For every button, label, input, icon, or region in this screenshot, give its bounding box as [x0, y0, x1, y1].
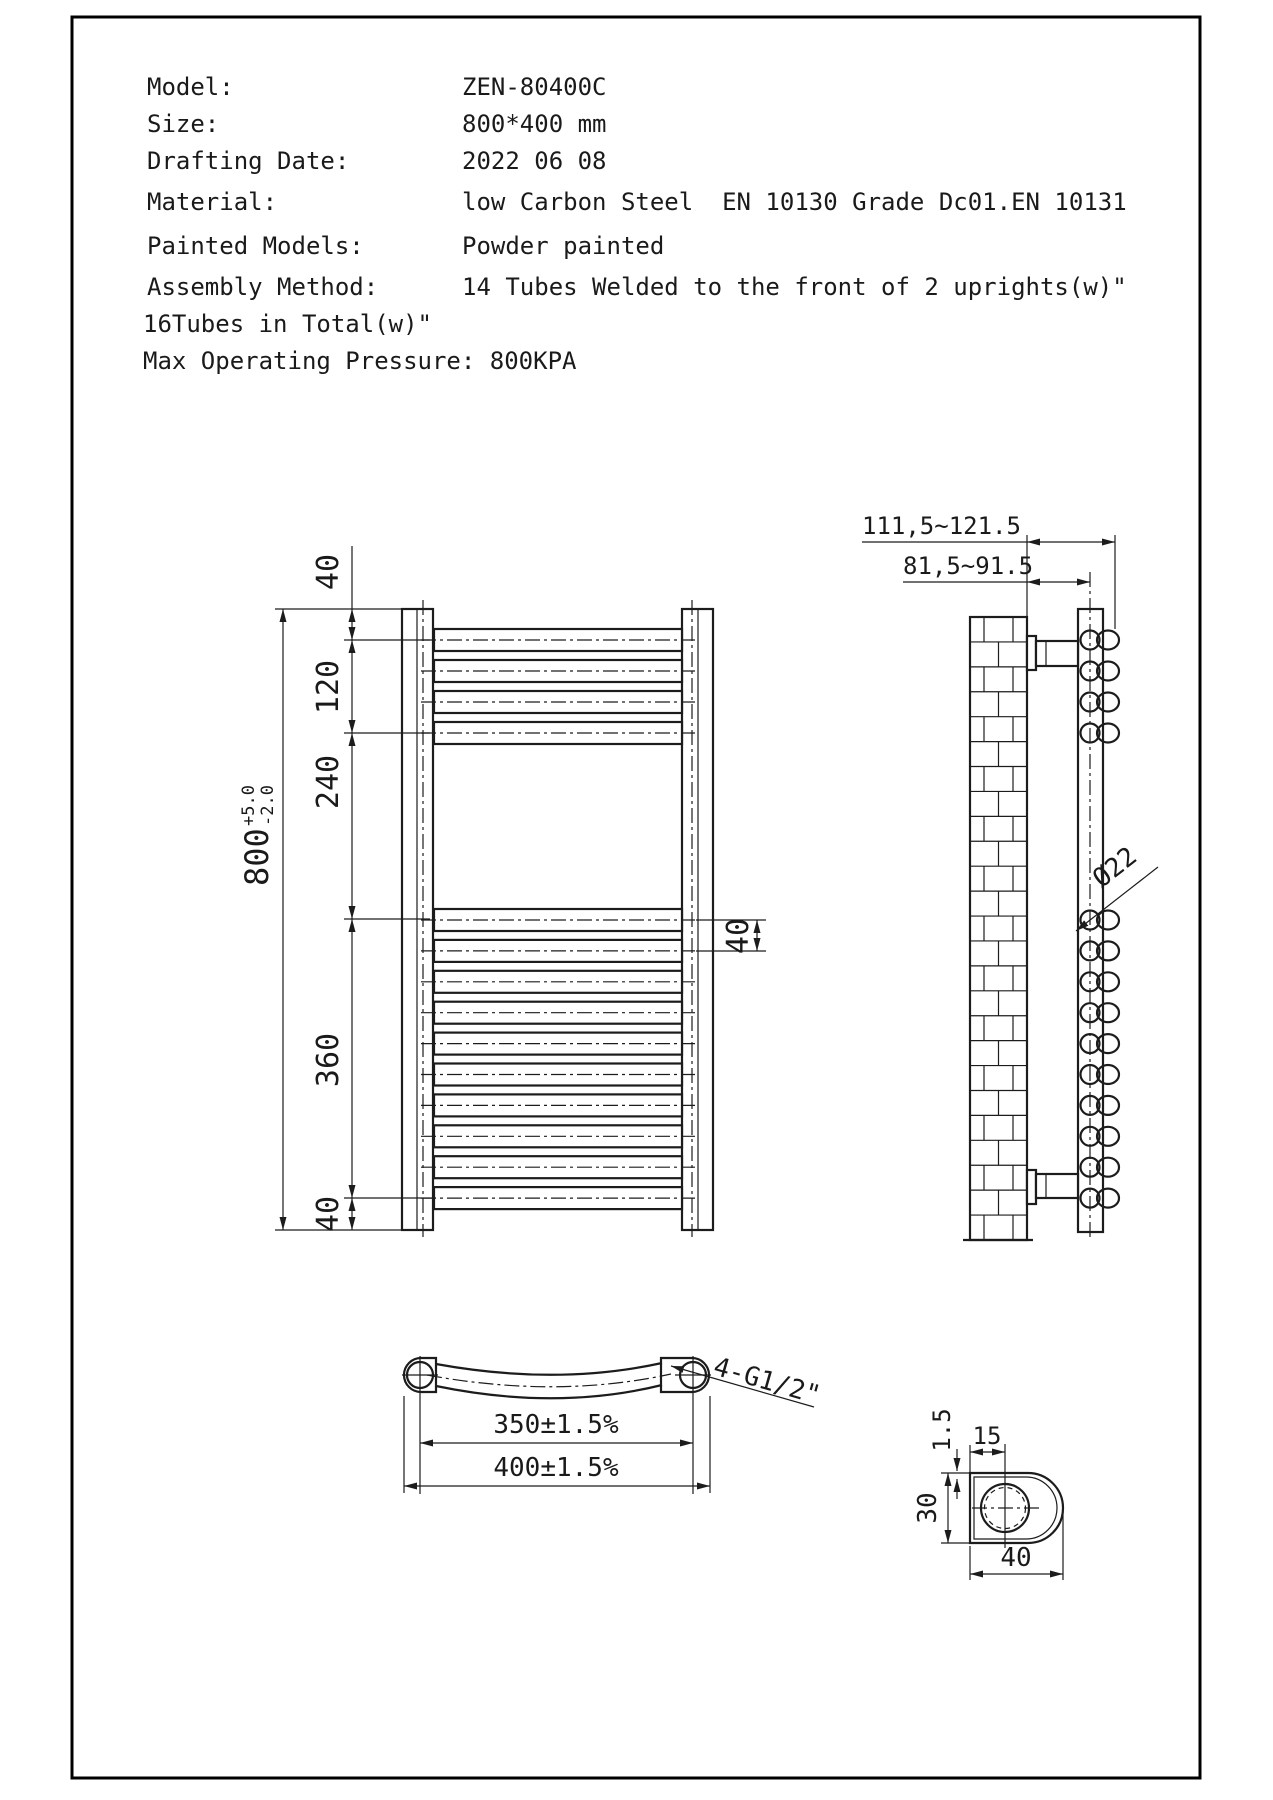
dim-top-offset: 40: [311, 553, 346, 591]
dim-hole-offset: 15: [972, 1422, 1002, 1450]
dim-wall-thickness: 1.5: [928, 1408, 956, 1452]
dim-tube-diameter: Ø22: [1087, 841, 1143, 894]
tubes-total-note: 16Tubes in Total(w)": [143, 310, 432, 338]
dim-bracket-inner: 81,5~91.5: [903, 552, 1034, 580]
dim-overall-width: 400±1.5%: [493, 1453, 619, 1483]
side-view: [862, 512, 1158, 1241]
bottom-bracket-flange: [1027, 1170, 1036, 1204]
dim-middle-gap: 240: [311, 754, 346, 810]
drafting-date-value: 2022 06 08: [462, 147, 607, 175]
dim-800-label: [238, 785, 278, 886]
dim-top-group: 120: [311, 659, 346, 715]
dim-hole-centres: 350±1.5%: [493, 1410, 619, 1440]
front-view: [238, 546, 766, 1237]
bottom-bracket-barrel: [1036, 1174, 1078, 1198]
curved-tube-centerline: [427, 1374, 671, 1387]
material-label: Material:: [147, 188, 278, 216]
assembly-method-label: Assembly Method:: [147, 273, 379, 301]
wall-brick-pattern: [970, 617, 1027, 1240]
top-bracket-barrel: [1036, 641, 1078, 666]
dim-bracket-outer: 111,5~121.5: [862, 512, 1021, 540]
painted-models-value: Powder painted: [462, 232, 665, 260]
dim-800-text: 800: [238, 828, 276, 886]
model-value: ZEN-80400C: [462, 73, 607, 101]
dim-tube-pitch: 40: [721, 917, 756, 955]
dim-800-tol-plus: +5.0: [239, 785, 259, 826]
detail-view: [913, 1408, 1063, 1580]
dim-bottom-group: 360: [311, 1032, 346, 1088]
max-pressure-note: Max Operating Pressure: 800KPA: [143, 347, 577, 375]
dim-profile-width: 40: [1000, 1543, 1032, 1573]
curved-tube-bottom-edge: [436, 1385, 662, 1398]
dim-800-tol-minus: -2.0: [258, 785, 278, 826]
size-value: 800*400 mm: [462, 110, 607, 138]
dim-bottom-offset: 40: [311, 1195, 346, 1233]
thread-label: 4-G1/2": [710, 1351, 824, 1411]
material-value: low Carbon Steel EN 10130 Grade Dc01.EN 10131: [462, 188, 1127, 216]
front-tubes: [421, 629, 695, 1209]
painted-models-label: Painted Models:: [147, 232, 364, 260]
size-label: Size:: [147, 110, 220, 138]
dim-profile-depth: 30: [913, 1492, 943, 1524]
drafting-date-label: Drafting Date:: [147, 147, 350, 175]
curved-tube-top-edge: [436, 1363, 662, 1375]
top-bracket-flange: [1027, 636, 1036, 670]
model-label: Model:: [147, 73, 234, 101]
assembly-method-value: 14 Tubes Welded to the front of 2 uprights(w)": [462, 273, 1127, 301]
bottom-view: [402, 1352, 824, 1494]
spec-block: [143, 73, 1127, 375]
